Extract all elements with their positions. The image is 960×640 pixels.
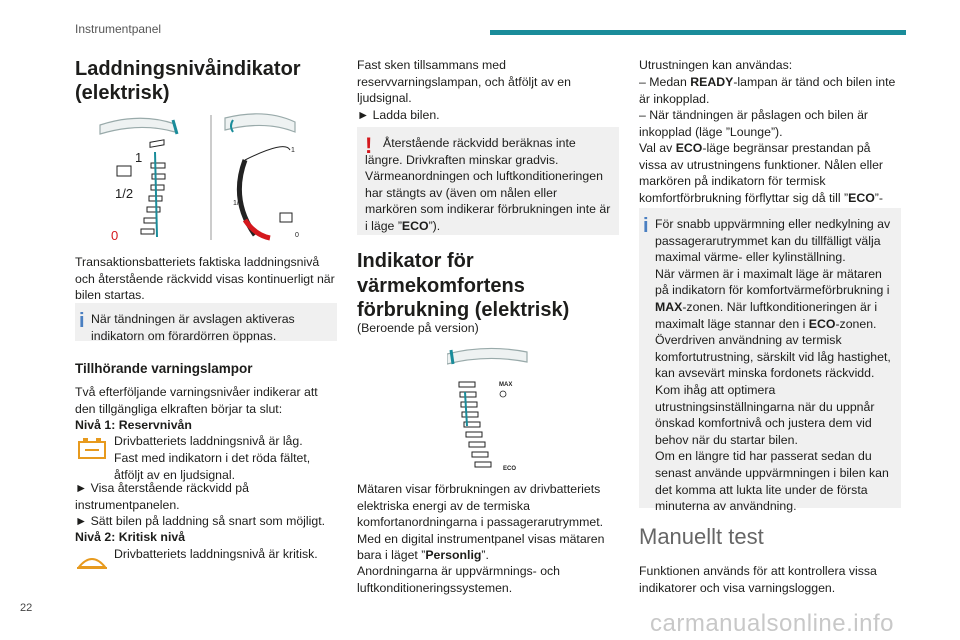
level1-title: Nivå 1: Reservnivån	[75, 418, 192, 432]
paragraph: Anordningarna är uppvärmnings- och luftkonditioneringssystemen.	[357, 564, 561, 595]
version-note: (Beroende på version)	[357, 321, 479, 335]
battery-icon	[117, 166, 131, 176]
paragraph: Funktionen används för att kontrollera vissa indikatorer och visa varningsloggen.	[639, 564, 877, 595]
gauge-label-half: 1/2	[115, 186, 134, 201]
gauge-label-full: 1	[135, 150, 143, 165]
level1-action1: ► Visa återstående räckvidd på instrumentpanelen.	[75, 481, 249, 512]
paragraph: Mätaren visar förbrukningen av drivbatteriets elektriska energi av de termiska komfortanordningarna i passagerarutrymmet. Med en digital instrumentpanel visas mätaren bara i läget ”Personlig”.	[357, 482, 605, 563]
svg-text:1/2: 1/2	[233, 200, 243, 207]
thermal-gauge-illustration	[447, 344, 597, 474]
header-accent-bar	[490, 30, 906, 35]
warning-note	[357, 127, 619, 235]
info-note-text: När tändningen är avslagen aktiveras indikatorn om förardörren öppnas.	[91, 312, 295, 343]
gauge-label-empty: 0	[111, 228, 119, 243]
thermal-indicator-title: Indikator för värmekomfortens förbrukning (elektrisk)	[357, 250, 570, 321]
list-item: – Medan READY-lampan är tänd och bilen inte är inkopplad.	[639, 75, 896, 106]
info-note	[75, 303, 337, 341]
manual-test-title: Manuellt test	[639, 524, 764, 549]
paragraph: Fast sken tillsammans med reservvarningslampan, och åtföljt av en ljudsignal.	[357, 58, 571, 106]
page-number: 22	[20, 602, 33, 614]
paragraph: Val av ECO-läge begränsar prestandan på vissa av utrustningens funktioner. Nålen eller markören på indikatorn för termisk komfortförbrukning förflyttar sig då till ”ECO”-	[639, 141, 884, 205]
level1-line1: Drivbatteriets laddningsnivå är låg.	[114, 434, 303, 448]
charge-gauge-illustration	[95, 110, 325, 245]
warning-note-text: Återstående räckvidd beräknas inte längre. Drivkraften minskar gradvis. Värmeanordningen och luftkonditioneringen har stängts av (även om nålen eller markören som indikerar förbrukningen inte är i läge ”ECO”).	[365, 136, 611, 233]
warning-lamps-heading: Tillhörande varningslampor	[75, 361, 253, 376]
info-icon: i	[643, 215, 649, 237]
info-icon: i	[79, 310, 85, 332]
info-note	[639, 208, 901, 514]
action: ► Ladda bilen.	[357, 108, 440, 122]
svg-text:1: 1	[291, 147, 295, 154]
battery-warning-lamp-icon	[75, 435, 109, 461]
paragraph: Transaktionsbatteriets faktiska laddningsnivå och återstående räckvidd visas kontinuerligt när bilen startas.	[75, 255, 335, 303]
level2-line1: Drivbatteriets laddningsnivå är kritisk.	[114, 547, 318, 561]
warning-icon: !	[365, 133, 373, 158]
watermark: carmanualsonline.info	[650, 610, 894, 637]
svg-text:0: 0	[295, 232, 299, 239]
gauge-label-max: MAX	[499, 382, 513, 388]
level1-action2: ► Sätt bilen på laddning så snart som möjligt.	[75, 514, 326, 528]
paragraph: Två efterföljande varningsnivåer indikerar att den tillgängliga elkraften börjar ta slut:	[75, 385, 318, 416]
fan-icon	[500, 391, 506, 397]
paragraph: Utrustningen kan användas:	[639, 58, 793, 72]
list-item: – När tändningen är påslagen och bilen är inkopplad (läge ”Lounge”).	[639, 108, 869, 139]
level2-title: Nivå 2: Kritisk nivå	[75, 530, 186, 544]
section-header: Instrumentpanel	[75, 22, 162, 36]
charge-indicator-title: Laddningsnivåindikator (elektrisk)	[75, 58, 301, 104]
info-note-text: För snabb uppvärmning eller nedkylning av passagerarutrymmet kan du tillfälligt välja maximal värme- eller kylinställning. När värmen är i maximalt läge är mätaren på indikatorn för komfortvärmeförbrukning i MAX-zonen. När luftkonditioneringen är i maximalt läge stannar den i ECO-zonen. Överdriven användning av termisk komfortutrustning, särskilt vid låg hastighet, kan avsevärt minska fordonets räckvidd. Kom ihåg att optimera utrustningsinställningarna när du uppnår önskad komfortnivå och justera dem vid behov när du startar bilen. Om en längre tid har passerat sedan du senast använde uppvärmningen i bilen kan det komma att lukta lite under de första minuterna av användning.	[655, 217, 891, 514]
level1-line2: Fast med indikatorn i det röda fältet, åtföljt av en ljudsignal.	[114, 451, 311, 482]
turtle-warning-lamp-icon	[75, 549, 109, 575]
gauge-label-eco: ECO	[503, 466, 517, 472]
